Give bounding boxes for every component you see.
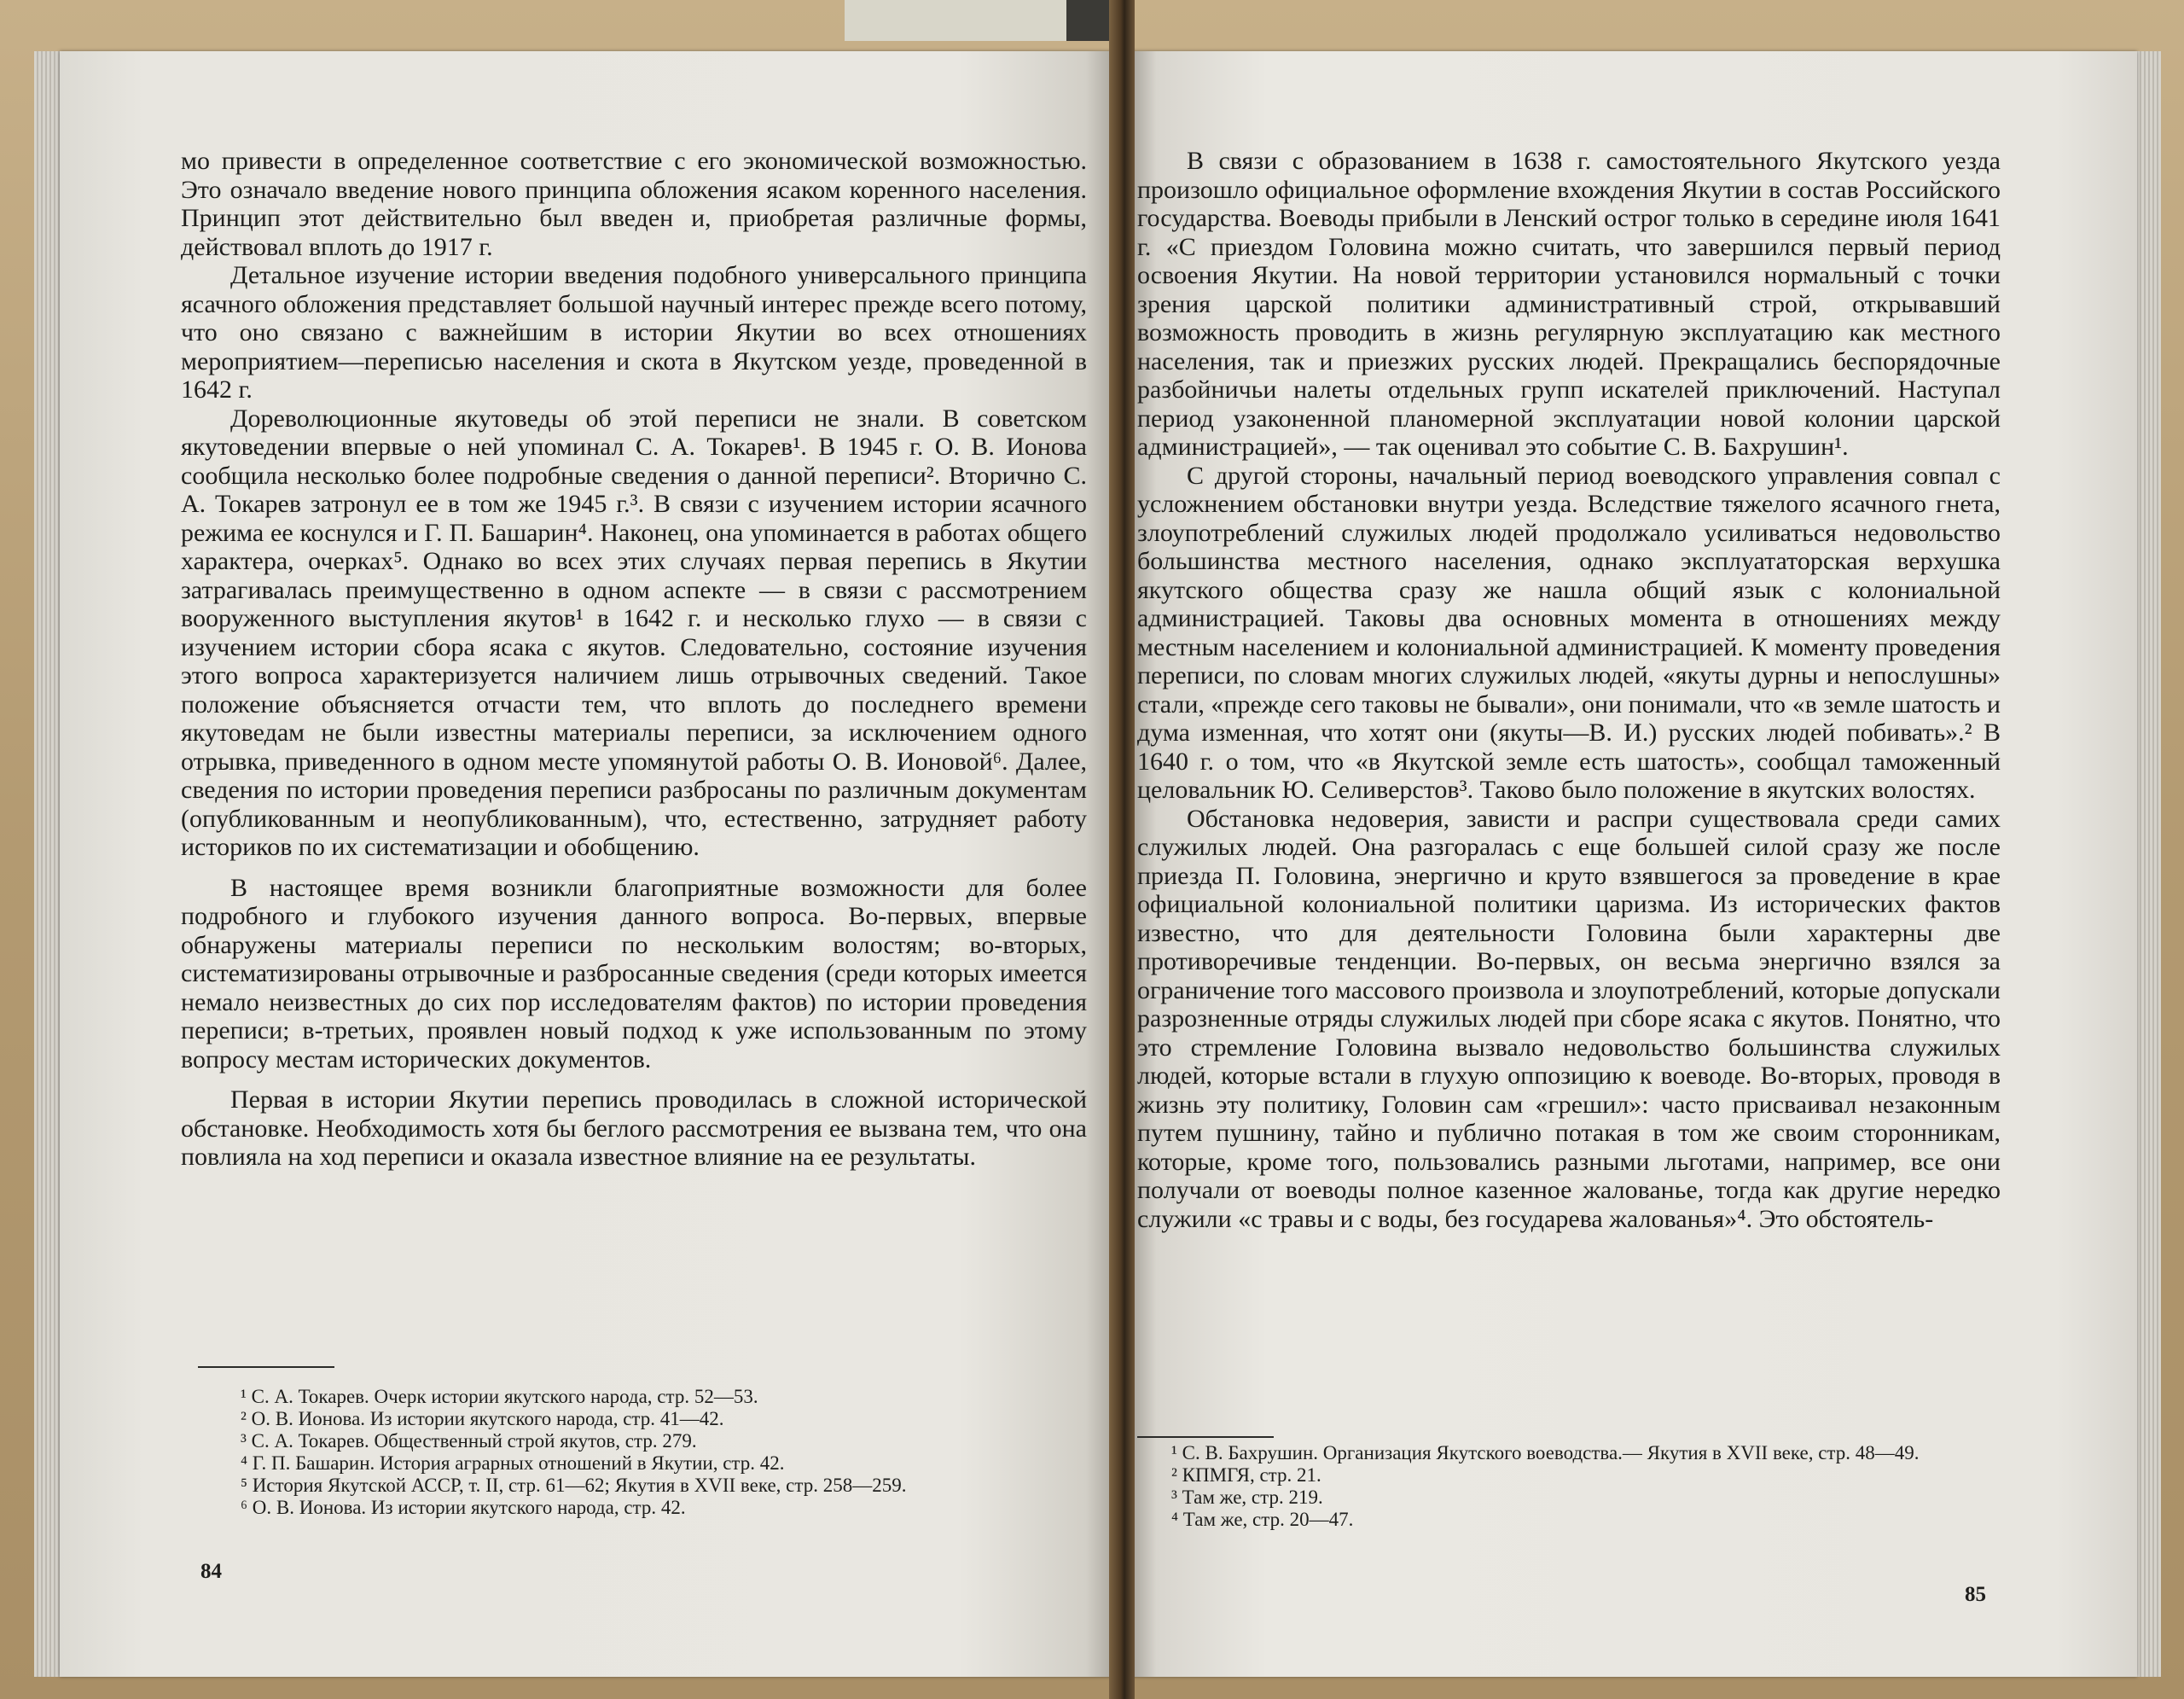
footnote: ³ С. А. Токарев. Общественный строй якутов, стр. 279. [241, 1430, 697, 1452]
footnote: ⁶ О. В. Ионова. Из истории якутского народа, стр. 42. [241, 1497, 686, 1518]
footnote-rule [1137, 1436, 1274, 1438]
left-page-body [181, 147, 1087, 1172]
footnote: ⁴ Там же, стр. 20—47. [1171, 1509, 1354, 1530]
paragraph: Дореволюционные якутоведы об этой переписи не знали. В советском якутоведении впервые о ней упоминал С. А. Токарев¹. В 1945 г. О. В. Ионова сообщила несколько более подробные сведения о данной переписи². Вторично С. А. Токарев затронул ее в том же 1945 г.³. В связи с изучением истории ясачного режима ее коснулся и Г. П. Башарин⁴. Наконец, она упоминается в работах общего характера, очерках⁵. Однако во всех этих случаях первая перепись в Якутии затрагивалась преимущественно в одном аспекте — в связи с рассмотрением вооруженного выступления якутов¹ в 1642 г. и несколько глухо — в связи с изучением истории сбора ясака с якутов. Следовательно, состояние изучения этого вопроса характеризуется наличием лишь отрывочных сведений. Такое положение объясняется отчасти тем, что вплоть до последнего времени якутоведам не были известны материалы переписи, за исключением одного отрывка, приведенного в одном месте упомянутой работы О. В. Ионовой⁶. Далее, сведения по истории проведения переписи разбросаны по различным документам (опубликованным и неопубликованным), что, естественно, затрудняет работу историков по их систематизации и обобщению. [181, 404, 1087, 861]
footnote-rule [198, 1366, 334, 1368]
paragraph: В связи с образованием в 1638 г. самостоятельного Якутского уезда произошло официальное оформление вхождения Якутии в состав Российского государства. Воеводы прибыли в Ленский острог только в середине июля 1641 г. «С приездом Головина можно считать, что завершился первый период освоения Якутии. На новой территории установился нормальный с точки зрения царской политики административный строй, открывавший возможность проводить в жизнь регулярную эксплуатацию как местного населения, так и приезжих русских людей. Прекращались беспорядочные разбойничьи налеты отдельных групп искателей приключений. Наступал период узаконенной планомерной эксплуатации новой колонии царской администрацией», — так оценивал это событие С. В. Бахрушин¹. [1137, 147, 2001, 461]
page-edges-right [2137, 51, 2161, 1677]
footnote: ¹ С. А. Токарев. Очерк истории якутского народа, стр. 52—53. [241, 1386, 758, 1407]
book-spine [1109, 0, 1135, 1699]
paragraph: мо привести в определенное соответствие с его экономической возможностью. Это означало введение нового принципа обложения ясаком коренного населения. Принцип этот действительно был введен и, приобретая различные формы, действовал вплоть до 1917 г. [181, 147, 1087, 261]
paragraph: Обстановка недоверия, зависти и распри существовала среди самих служилых людей. Она разгоралась с еще большей силой сразу же после приезда П. Головина, энергично и круто взявшегося за проведение в крае официальной колониальной политики царизма. Из исторических фактов известно, что для деятельности Головина были характерны две противоречивые тенденции. Во-первых, он весьма энергично взялся за ограничение того массового произвола и злоупотреблений, которые допускали разрозненные отряды служилых людей при сборе ясака с якутов. Понятно, что это стремление Головина вызвало недовольство большинства служилых людей, которые встали в глухую оппозицию к воеводе. Во-вторых, проводя в жизнь эту политику, Головин сам «грешил»: часто присваивал незаконным путем пушнину, тайно и публично потакая в том же своим сторонникам, которые, кроме того, пользовались разными льготами, например, все они получали от воеводы полное казенное жалованье, тогда как другие нередко служили «с травы и с воды, без государева жалованья»⁴. Это обстоятель- [1137, 804, 2001, 1233]
footnote: ³ Там же, стр. 219. [1171, 1487, 1323, 1508]
paragraph: С другой стороны, начальный период воеводского управления совпал с усложнением обстановки внутри уезда. Вследствие тяжелого ясачного гнета, злоупотреблений служилых людей продолжало усиливаться недовольство большинства местного населения, однако эксплуататорская верхушка якутского общества сразу же нашла общий язык с колониальной администрацией. Таковы два основных момента в отношениях между местным населением и колониальной администрацией. К моменту проведения переписи, по словам многих служилых людей, «якуты дурны и непослушны» стали, «прежде сего таковы не бывали», они понимали, что «в земле шатость и дума изменная, что хотят они (якуты—В. И.) русских людей побивать».² В 1640 г. о том, что «в Якутской земле есть шатость», сообщал таможенный целовальник Ю. Селиверстов³. Таково было положение в якутских волостях. [1137, 461, 2001, 804]
footnote: ⁵ История Якутской АССР, т. II, стр. 61—62; Якутия в XVII веке, стр. 258—259. [241, 1475, 907, 1496]
footnote: ² О. В. Ионова. Из истории якутского народа, стр. 41—42. [241, 1408, 724, 1429]
paragraph: Детальное изучение истории введения подобного универсального принципа ясачного обложения представляет большой научный интерес прежде всего потому, что оно связано с важнейшим в истории Якутии во всех отношениях мероприятием—переписью населения и скота в Якутском уезде, проведенной в 1642 г. [181, 261, 1087, 404]
right-page-body [1137, 147, 2001, 1233]
page-number: 84 [200, 1560, 222, 1583]
footnote: ⁴ Г. П. Башарин. История аграрных отношений в Якутии, стр. 42. [241, 1452, 785, 1474]
footnote: ² КПМГЯ, стр. 21. [1171, 1464, 1321, 1486]
left-footnotes [198, 1386, 1094, 1519]
footnote: ¹ С. В. Бахрушин. Организация Якутского воеводства.— Якутия в XVII веке, стр. 48—49. [1171, 1442, 1920, 1463]
page-number: 85 [1965, 1583, 1986, 1606]
page-edges-left [34, 51, 60, 1677]
paragraph: В настоящее время возникли благоприятные возможности для более подробного и глубокого изучения данного вопроса. Во-первых, впервые обнаружены материалы переписи по нескольким волостям; во-вторых, систематизированы отрывочные и разбросанные сведения (среди которых имеется немало неизвестных до сих пор исследователям фактов) по истории проведения переписи; в-третьих, проявлен новый подход к уже использованным по этому вопросу местам исторических документов. [181, 873, 1087, 1074]
paragraph: Первая в истории Якутии перепись проводилась в сложной исторической обстановке. Необходимость хотя бы беглого рассмотрения ее вызвана тем, что она повлияла на ход переписи и оказала известное влияние на ее результаты. [181, 1085, 1087, 1171]
right-footnotes [1137, 1442, 2001, 1531]
